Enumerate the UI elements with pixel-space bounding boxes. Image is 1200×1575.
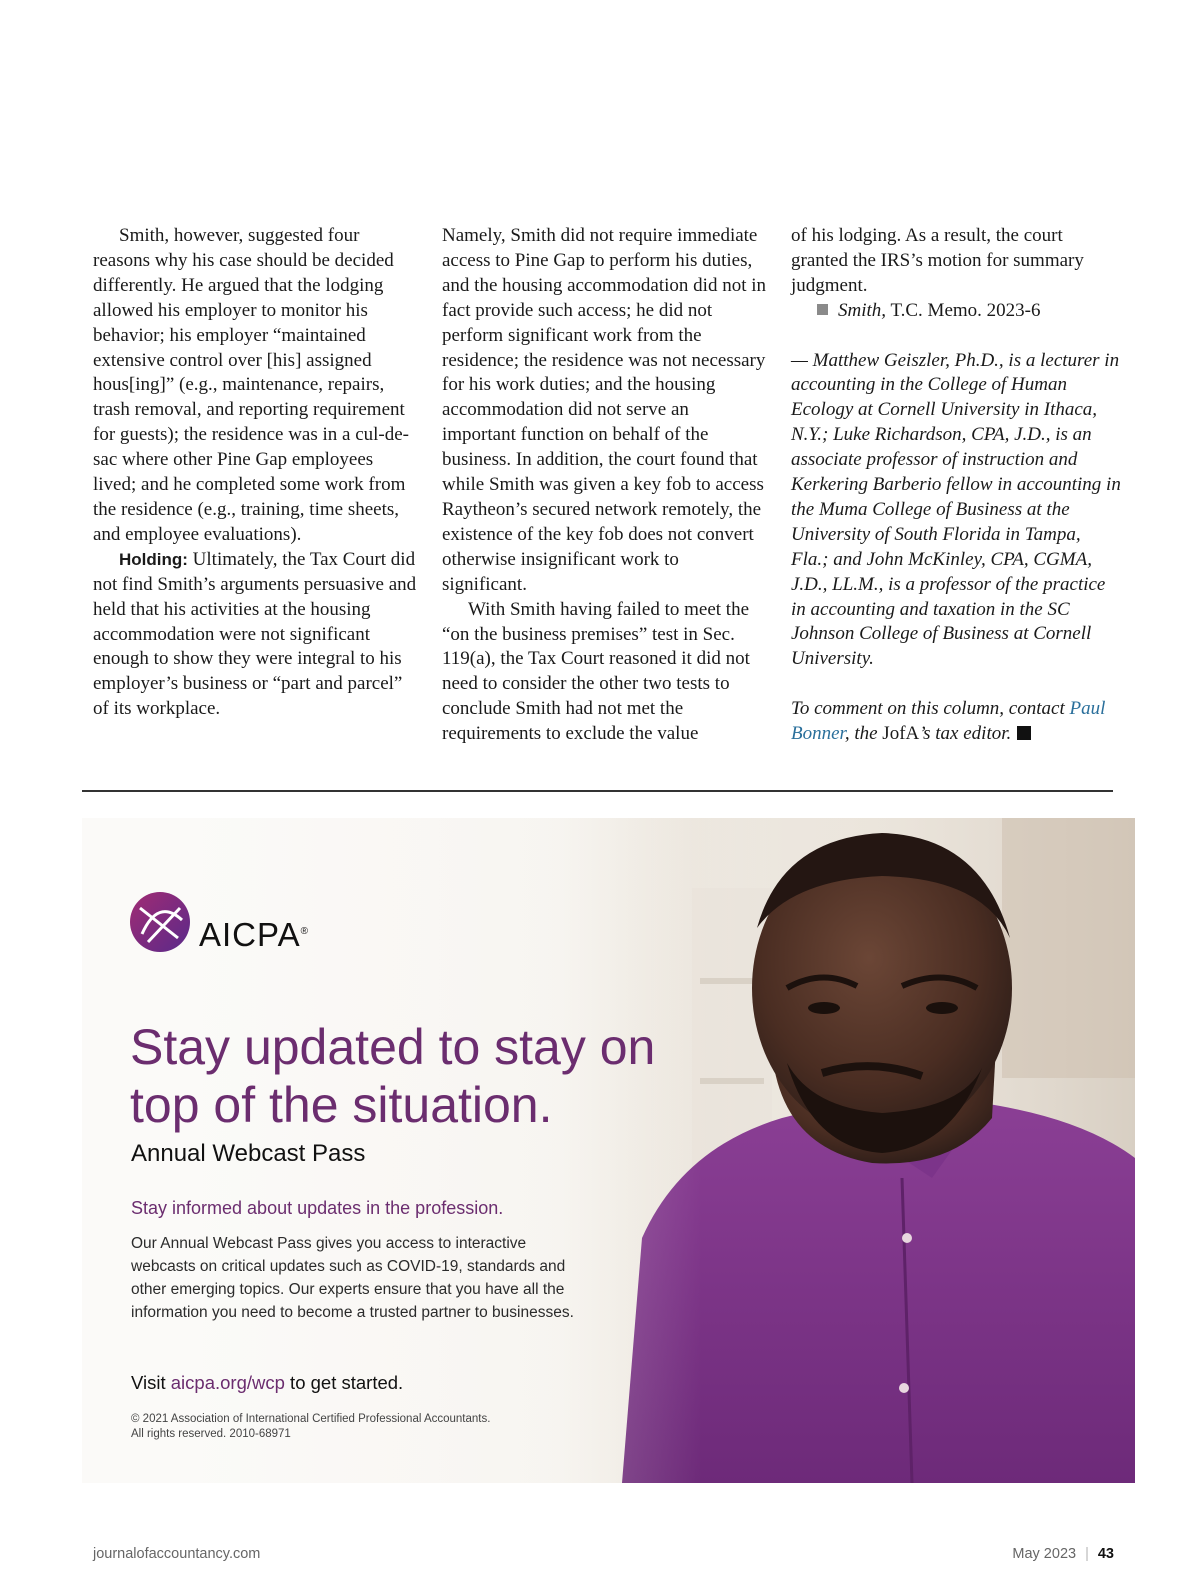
aicpa-url-link[interactable]: aicpa.org/wcp (170, 1372, 285, 1393)
paragraph-conclusion: With Smith having failed to meet the “on the business premises” test in Sec. 119(a), the Tax Court reasoned it did not need to consider the other two tests to conclude Smith had not met the requirements to exclude the value (442, 598, 750, 745)
article-column-3 (791, 224, 1121, 747)
page-number: 43 (1097, 1546, 1114, 1562)
article-column-1 (93, 224, 418, 722)
footer-site: journalofaccountancy.com (93, 1546, 261, 1562)
ad-headline: Stay updated to stay on top of the situation. (130, 1019, 656, 1133)
author-bio: — Matthew Geiszler, Ph.D., is a lecturer in accounting in the College of Human Ecology at Cornell University in Ithaca, N.Y.; Luke Richardson, CPA, J.D., is an associate professor of instruction and Kerkering Barberio fellow in accounting in the Muma College of Business at the University of South Florida in Tampa, Fla.; and John McKinley, CPA, CGMA, J.D., LL.M., is a professor of the practice in accounting and taxation in the SC Johnson College of Business at Cornell University. (791, 349, 1121, 670)
article-column-2 (442, 224, 767, 747)
ad-copyright: © 2021 Association of International Certified Professional Accountants. All rights reserved. 2010-68971 (131, 1413, 491, 1440)
end-mark-icon (1017, 726, 1031, 740)
holding-label: Holding: (119, 549, 188, 569)
aicpa-logo-icon (128, 890, 192, 954)
paragraph-namely: Namely, Smith did not require immediate access to Pine Gap to perform his duties, and the housing accommodation did not in fact provide such access; he did not perform significant work from the residence; the residence was not necessary for his work duties; and the housing accommodation did not serve an important function on behalf of the business. In addition, the court found that while Smith was given a key fob to access Raytheon’s secured network remotely, the existence of the key fob does not convert otherwise insignificant work to significant. (442, 225, 767, 595)
aicpa-advertisement[interactable] (82, 818, 1135, 1483)
paragraph-reasons: Smith, however, suggested four reasons why his case should be decided differently. He argued that the lodging allowed his employer to monitor his behavior; his employer “maintained extensive control over [his] assigned hous[ing]” (e.g., maintenance, repairs, trash removal, and reporting requirement for guests); the residence was in a cul-de-sac where other Pine Gap employees lived; and he completed some work from the residence (e.g., training, time sheets, and employee evaluations). (93, 225, 410, 545)
publication-name: JofA (882, 723, 920, 745)
editor-link[interactable]: Paul Bonner (791, 698, 1106, 745)
paragraph-result: of his lodging. As a result, the court granted the IRS’s motion for summary judgment. (791, 225, 1084, 296)
ad-body-text: Our Annual Webcast Pass gives you access to interactive webcasts on critical updates such as COVID-19, standards and other emerging topics. Our experts ensure that you have all the information you need to become a trusted partner to businesses. (131, 1235, 574, 1321)
citation: Smith, T.C. Memo. 2023-6 (791, 299, 1121, 324)
comment-line: To comment on this column, contact Paul Bonner, the JofA’s tax editor. (791, 698, 1106, 745)
aicpa-wordmark: AICPA® (199, 916, 309, 953)
bullet-square-icon (817, 304, 828, 315)
section-divider (82, 790, 1113, 792)
footer-issue-page: May 2023 | 43 (1012, 1546, 1114, 1562)
ad-tagline: Stay informed about updates in the profession. (131, 1198, 504, 1218)
paragraph-holding: Holding: Ultimately, the Tax Court did not find Smith’s arguments persuasive and held that his activities at the housing accommodation were not significant enough to show they were integral to his employer’s business or “part and parcel” of its workplace. (93, 548, 417, 720)
ad-call-to-action: Visit aicpa.org/wcp to get started. (131, 1372, 404, 1393)
ad-subhead: Annual Webcast Pass (131, 1140, 366, 1167)
